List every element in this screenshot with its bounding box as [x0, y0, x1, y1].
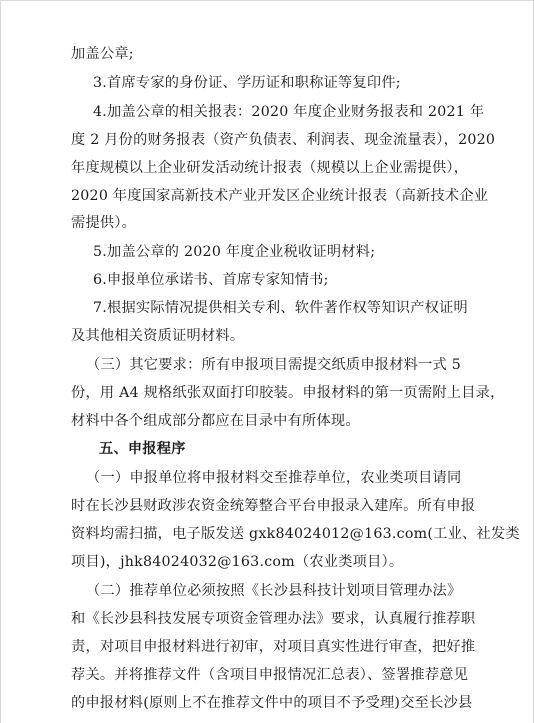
text-line: 的申报材料(原则上不在推荐文件中的项目不予受理)交至长沙县: [71, 695, 473, 711]
text-line: 年度规模以上企业研发活动统计报表（规模以上企业需提供），: [71, 160, 469, 176]
text-line: （三）其它要求：所有申报项目需提交纸质申报材料一式 5: [86, 357, 461, 373]
text-line: 项目)，jhk84024032@163.com（农业类项目）。: [71, 554, 404, 570]
text-line: 及其他相关资质证明材料。: [71, 328, 245, 344]
text-line: 材料中各个组成部分都应在目录中有所体现。: [71, 413, 360, 429]
text-line: 和《长沙县科技发展专项资金管理办法》要求，认真履行推荐职: [71, 611, 476, 627]
text-line: 加盖公章;: [71, 46, 134, 62]
text-line: 资料均需扫描，电子版发送 gxk84024012@163.com(工业、社发类: [71, 526, 520, 542]
text-line: 需提供）。: [71, 215, 137, 231]
text-line: 6.申报单位承诺书、首席专家知情书;: [93, 272, 329, 288]
text-line: （一）申报单位将申报材料交至推荐单位，农业类项目请同: [86, 470, 462, 486]
text-line: 5.加盖公章的 2020 年度企业税收证明材料;: [93, 244, 376, 260]
text-line: 7.根据实际情况提供相关专利、软件著作权等知识产权证明: [93, 300, 468, 316]
text-line: 度 2 月份的财务报表（资产负债表、利润表、现金流量表），2020: [71, 132, 496, 148]
text-line: 2020 年度国家高新技术产业开发区企业统计报表（高新技术企业: [71, 188, 489, 204]
text-line: 4.加盖公章的相关报表：2020 年度企业财务报表和 2021 年: [93, 104, 485, 120]
text-line: 3.首席专家的身份证、学历证和职称证等复印件;: [93, 75, 401, 91]
text-line: 荐关。并将推荐文件（含项目申报情况汇总表）、签署推荐意见: [71, 667, 469, 683]
text-line: （二）推荐单位必须按照《长沙县科技计划项目管理办法》: [86, 583, 462, 599]
text-line: 责，对项目申报材料进行初审，对项目真实性进行审查，把好推: [71, 639, 476, 655]
section-heading: 五、申报程序: [99, 441, 186, 457]
text-line: 时在长沙县财政涉农资金统筹整合平台申报录入建库。所有申报: [71, 498, 476, 514]
text-line: 份，用 A4 规格纸张双面打印胶装。申报材料的第一页需附上目录，: [71, 385, 505, 401]
